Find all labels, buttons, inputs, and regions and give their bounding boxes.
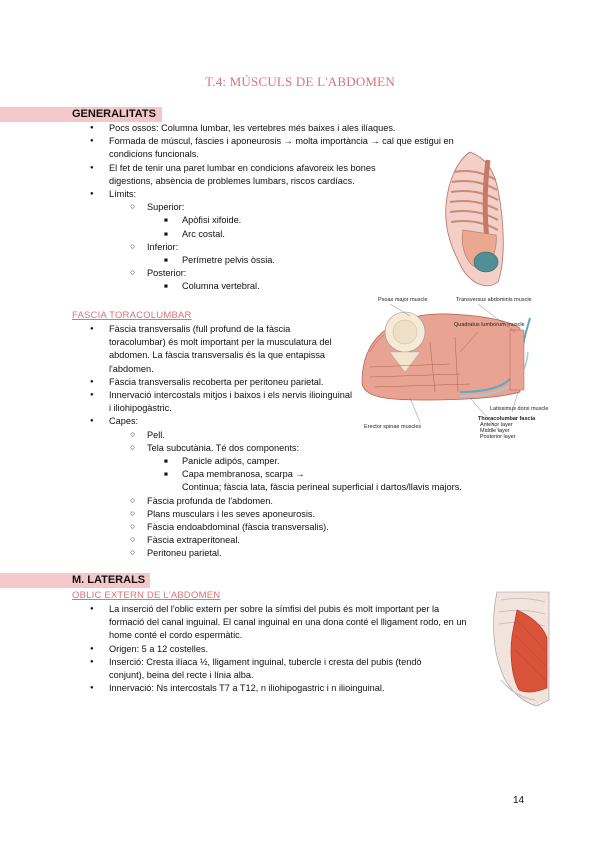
list-item: ○ Plans musculars i les seves aponeurosis.	[72, 508, 502, 521]
list-item: ■ Columna vertebral.	[72, 280, 502, 293]
list-item: ■ Apòfisi xifoide.	[72, 214, 502, 227]
page-number: 14	[513, 795, 525, 806]
list-item: ● Límits:	[72, 188, 502, 201]
list-item: ● La inserció del l'oblic extern per sobre la símfisi del pubis és molt important per la formació del canal inguinal. El canal inguinal en una dona conté el lligament rodo, en un home conté el cordo espermàtic.	[72, 603, 474, 643]
label-psoas: Psoas major muscle	[378, 297, 428, 303]
list-item: ○ Superior:	[72, 201, 502, 214]
label-erector: Erector spinae muscles	[364, 424, 422, 430]
label-quadratus: Quadratus lumborum muscle	[454, 322, 525, 328]
list-item: ● Pocs ossos: Columna lumbar, les vertebres més baixes i ales ilíaques.	[72, 122, 502, 135]
laterals-list	[72, 603, 482, 695]
list-item: ○ Inferior:	[72, 241, 502, 254]
list-item: ● Fàscia transversalis recoberta per peritoneu parietal.	[72, 376, 502, 389]
list-item: ● Innervació intercostals mitjos i baixos i els nervis ilioinguinal i iliohipogàstric.	[72, 389, 354, 415]
list-item-continuation: Continua; fàscia lata, fàscia perineal superficial i dartos/llavis majors.	[182, 482, 462, 493]
list-item: ○ Peritoneu parietal.	[72, 547, 502, 560]
list-item: ● Fàscia transversalis (full profund de la fàscia toracolumbar) és molt important per la musculatura del abdomen. La fàscia transversalis és la que entapissa l'abdomen.	[72, 323, 341, 376]
list-item: ● Capes:	[72, 415, 502, 428]
list-item: ● El fet de tenir una paret lumbar en condicions afavoreix les bones digestions, absència de problemes lumbars, riscos cardíacs.	[72, 162, 409, 188]
thoracolumbar-fascia-diagram	[360, 292, 555, 440]
list-item: ○ Posterior:	[72, 267, 502, 280]
label-latissimus: Latissimus dorsi muscle	[490, 406, 549, 412]
list-item: ○ Fàscia profunda de l'abdomen.	[72, 495, 502, 508]
list-item: ● Innervació: Ns intercostals T7 a T12, n iliohipogastric i n ilioinguinal.	[72, 682, 482, 695]
list-item: ○ Fàscia endoabdominal (fàscia transversalis).	[72, 521, 502, 534]
torso-lateral-illustration	[418, 150, 508, 295]
list-item: ● Inserció: Cresta ilíaca ½, lligament inguinal, tubercle i cresta del pubis (tendó conjunt), beina del recte i línia alba.	[72, 656, 449, 682]
label-transversus: Transversus abdominis muscle	[456, 297, 532, 303]
label-middle: Middle layer	[480, 428, 510, 434]
list-item: ■ Arc costal.	[72, 228, 502, 241]
subheading-fascia-toracolumbar: FASCIA TORACOLUMBAR	[72, 310, 192, 321]
list-item: ○ Fàscia extraperitoneal.	[72, 534, 502, 547]
list-item: ■ Panicle adipós, camper.	[72, 455, 502, 468]
label-posterior: Posterior layer	[480, 434, 516, 440]
subheading-oblic-extern: OBLIC EXTERN DE L'ABDOMEN	[72, 590, 221, 601]
section-heading-laterals: M. LATERALS	[0, 573, 150, 588]
label-anterior: Anterior layer	[480, 422, 513, 428]
list-item: ■ Capa membranosa, scarpa →	[72, 468, 502, 481]
list-item: ● Formada de múscul, fàscies i aponeurosis → molta importància → cal que estigui en condicions funcionals.	[72, 135, 489, 161]
list-item: ○ Tela subcutània. Té dos components:	[72, 442, 502, 455]
label-thoracolumbar: Thoracolumbar fascia	[478, 416, 536, 422]
page-title: T.4: MÚSCULS DE L'ABDOMEN	[205, 74, 395, 89]
section-heading-generalitats: GENERALITATS	[0, 107, 162, 122]
list-item: ● Origen: 5 a 12 costelles.	[72, 643, 482, 656]
list-item: ○ Pell.	[72, 429, 502, 442]
list-item: ■ Perímetre pelvis òssia.	[72, 254, 502, 267]
external-oblique-illustration	[487, 590, 555, 710]
